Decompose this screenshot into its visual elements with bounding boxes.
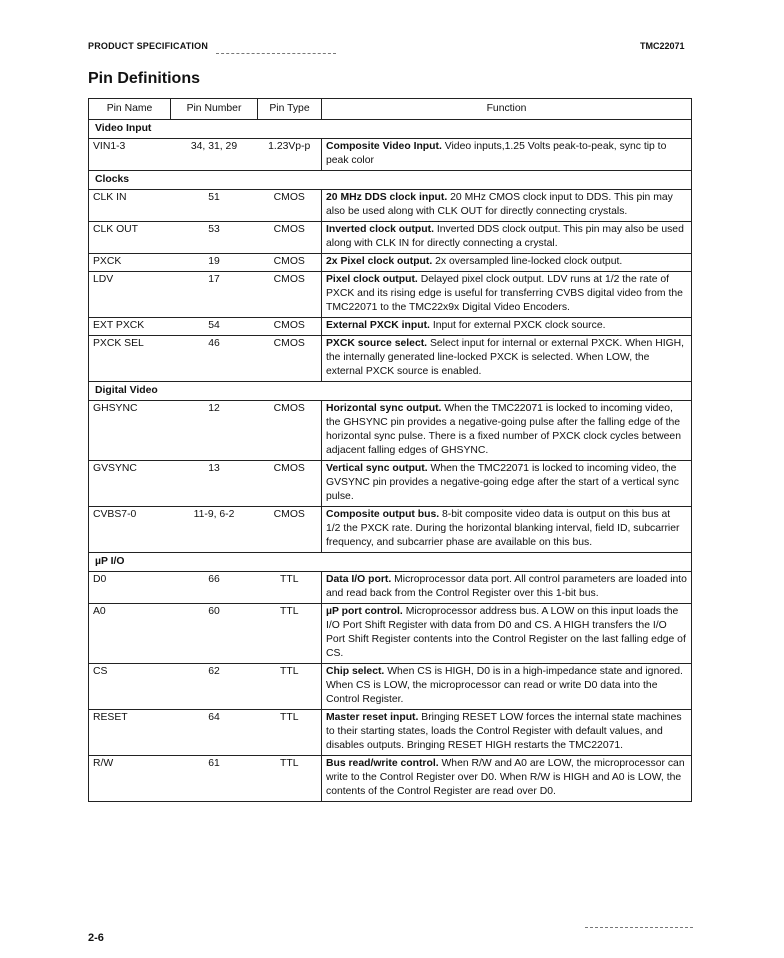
function-description: When the TMC22071 is locked to incoming video, the GHSYNC pin provides a negative-going pulse after the falling edge of the horizontal sync pulse. There is a fixed number of PXCK clock cycles between adjacent falling edges of GHSYNC.: [326, 403, 681, 456]
pin-name-cell: CVBS7-0: [89, 507, 171, 553]
function-lead: Inverted clock output.: [326, 224, 434, 235]
pin-number-cell: 64: [171, 710, 258, 756]
pin-name-cell: GVSYNC: [89, 461, 171, 507]
pin-name-cell: GHSYNC: [89, 401, 171, 461]
function-description: 20 MHz CMOS clock input to DDS. This pin may also be used along with CLK OUT for directly connecting crystals.: [326, 192, 673, 217]
pin-type-cell: CMOS: [258, 461, 322, 507]
function-description: Video inputs,1.25 Volts peak-to-peak, sync tip to peak color: [326, 141, 667, 166]
col-function: Function: [322, 99, 692, 120]
function-description: When the TMC22071 is locked to incoming video, the GVSYNC pin provides a negative-going edge after the start of a vertical sync pulse.: [326, 463, 679, 502]
pin-type-cell: CMOS: [258, 272, 322, 318]
pin-number-cell: 53: [171, 222, 258, 254]
table-row: [89, 710, 692, 756]
function-description: Inverted DDS clock output. This pin may also be used along with CLK IN for directly connecting a crystal.: [326, 224, 684, 249]
header-divider: [216, 53, 336, 54]
table-body: [89, 120, 692, 802]
col-pin-type: Pin Type: [258, 99, 322, 120]
pin-type-cell: TTL: [258, 664, 322, 710]
function-lead: 20 MHz DDS clock input.: [326, 192, 448, 203]
pin-name-cell: EXT PXCK: [89, 318, 171, 336]
function-description: Input for external PXCK clock source.: [432, 320, 606, 331]
function-description: When CS is HIGH, D0 is in a high-impedance state and ignored. When CS is LOW, the microprocessor can read or write D0 data into the Control Register.: [326, 666, 683, 705]
function-lead: Master reset input.: [326, 712, 419, 723]
function-lead: Bus read/write control.: [326, 758, 439, 769]
table-row: [89, 604, 692, 664]
function-cell: [322, 190, 692, 222]
pin-type-cell: CMOS: [258, 401, 322, 461]
col-pin-number: Pin Number: [171, 99, 258, 120]
pin-number-cell: 66: [171, 572, 258, 604]
pin-type-cell: CMOS: [258, 318, 322, 336]
pin-name-cell: RESET: [89, 710, 171, 756]
table-row: [89, 336, 692, 382]
section-title: µP I/O: [89, 553, 692, 572]
section-header-row: [89, 553, 692, 572]
table-row: [89, 254, 692, 272]
header-part-number: TMC22071: [640, 41, 685, 51]
pin-name-cell: PXCK SEL: [89, 336, 171, 382]
function-cell: [322, 756, 692, 802]
table-row: [89, 461, 692, 507]
pin-type-cell: TTL: [258, 572, 322, 604]
function-cell: [322, 318, 692, 336]
table-row: [89, 318, 692, 336]
function-cell: [322, 272, 692, 318]
function-description: Select input for internal or external PXCK. When HIGH, the internally generated line-locked PXCK is selected. When LOW, the external PXCK source is enabled.: [326, 338, 685, 377]
table-row: [89, 507, 692, 553]
pin-type-cell: TTL: [258, 604, 322, 664]
function-description: 8-bit composite video data is output on this bus at 1/2 the PXCK rate. During the horizontal blanking interval, field ID, subcarrier frequency, and subcarrier phase are available on this bus.: [326, 509, 680, 548]
pin-number-cell: 17: [171, 272, 258, 318]
table-row: [89, 139, 692, 171]
table-row: [89, 272, 692, 318]
function-lead: Data I/O port.: [326, 574, 392, 585]
function-cell: [322, 572, 692, 604]
pin-type-cell: TTL: [258, 756, 322, 802]
function-lead: µP port control.: [326, 606, 403, 617]
section-header-row: [89, 382, 692, 401]
function-cell: [322, 461, 692, 507]
pin-number-cell: 54: [171, 318, 258, 336]
function-description: Microprocessor address bus. A LOW on this input loads the I/O Port Shift Register with data from D0 and CS. A HIGH transfers the I/O Port Shift Register contents into the Control Register on the last falling edge of CS.: [326, 606, 686, 659]
pin-number-cell: 62: [171, 664, 258, 710]
pin-number-cell: 19: [171, 254, 258, 272]
function-lead: External PXCK input.: [326, 320, 430, 331]
pin-type-cell: 1.23Vp-p: [258, 139, 322, 171]
pin-number-cell: 13: [171, 461, 258, 507]
table-header-row: [89, 99, 692, 120]
function-description: When R/W and A0 are LOW, the microprocessor can write to the Control Register over D0. When R/W is HIGH and A0 is LOW, the contents of the Control Register are read over D0.: [326, 758, 685, 797]
function-cell: [322, 336, 692, 382]
pin-definitions-table: [88, 98, 692, 802]
function-cell: [322, 604, 692, 664]
section-header-row: [89, 120, 692, 139]
function-lead: PXCK source select.: [326, 338, 428, 349]
function-cell: [322, 222, 692, 254]
section-header-row: [89, 171, 692, 190]
function-lead: 2x Pixel clock output.: [326, 256, 433, 267]
function-cell: [322, 254, 692, 272]
pin-number-cell: 60: [171, 604, 258, 664]
pin-name-cell: CLK IN: [89, 190, 171, 222]
table-row: [89, 756, 692, 802]
function-lead: Horizontal sync output.: [326, 403, 442, 414]
table-row: [89, 664, 692, 710]
pin-name-cell: CLK OUT: [89, 222, 171, 254]
pin-type-cell: CMOS: [258, 190, 322, 222]
table-row: [89, 401, 692, 461]
pin-name-cell: R/W: [89, 756, 171, 802]
pin-name-cell: PXCK: [89, 254, 171, 272]
pin-number-cell: 51: [171, 190, 258, 222]
pin-name-cell: D0: [89, 572, 171, 604]
function-description: Bringing RESET LOW forces the internal state machines to their starting states, loads the Control Register with default values, and disables outputs. Bringing RESET HIGH restarts the TMC22071.: [326, 712, 682, 751]
function-lead: Composite Video Input.: [326, 141, 442, 152]
pin-number-cell: 11-9, 6-2: [171, 507, 258, 553]
pin-type-cell: TTL: [258, 710, 322, 756]
page-title: Pin Definitions: [88, 70, 200, 87]
table-row: [89, 222, 692, 254]
function-description: 2x oversampled line-locked clock output.: [435, 256, 623, 267]
function-lead: Composite output bus.: [326, 509, 440, 520]
pin-type-cell: CMOS: [258, 507, 322, 553]
header-product-spec: PRODUCT SPECIFICATION: [88, 41, 209, 51]
section-title: Video Input: [89, 120, 692, 139]
function-cell: [322, 507, 692, 553]
function-cell: [322, 710, 692, 756]
function-description: Microprocessor data port. All control parameters are loaded into and read back from the Control Register over this 1-bit bus.: [326, 574, 687, 599]
function-lead: Chip select.: [326, 666, 385, 677]
pin-type-cell: CMOS: [258, 222, 322, 254]
function-description: Delayed pixel clock output. LDV runs at 1/2 the rate of PXCK and its rising edge is useful for transferring CVBS digital video from the TMC22071 to the TMC22x9x Digital Video Encoders.: [326, 274, 683, 313]
pin-type-cell: CMOS: [258, 254, 322, 272]
pin-name-cell: A0: [89, 604, 171, 664]
pin-number-cell: 34, 31, 29: [171, 139, 258, 171]
pin-name-cell: VIN1-3: [89, 139, 171, 171]
footer-divider: [585, 927, 693, 928]
table-row: [89, 572, 692, 604]
pin-number-cell: 12: [171, 401, 258, 461]
pin-number-cell: 61: [171, 756, 258, 802]
section-title: Digital Video: [89, 382, 692, 401]
table-row: [89, 190, 692, 222]
function-lead: Pixel clock output.: [326, 274, 418, 285]
pin-type-cell: CMOS: [258, 336, 322, 382]
function-cell: [322, 139, 692, 171]
pin-name-cell: LDV: [89, 272, 171, 318]
function-cell: [322, 664, 692, 710]
page-number: 2-6: [88, 932, 104, 944]
pin-number-cell: 46: [171, 336, 258, 382]
section-title: Clocks: [89, 171, 692, 190]
pin-name-cell: CS: [89, 664, 171, 710]
function-cell: [322, 401, 692, 461]
function-lead: Vertical sync output.: [326, 463, 428, 474]
col-pin-name: Pin Name: [89, 99, 171, 120]
